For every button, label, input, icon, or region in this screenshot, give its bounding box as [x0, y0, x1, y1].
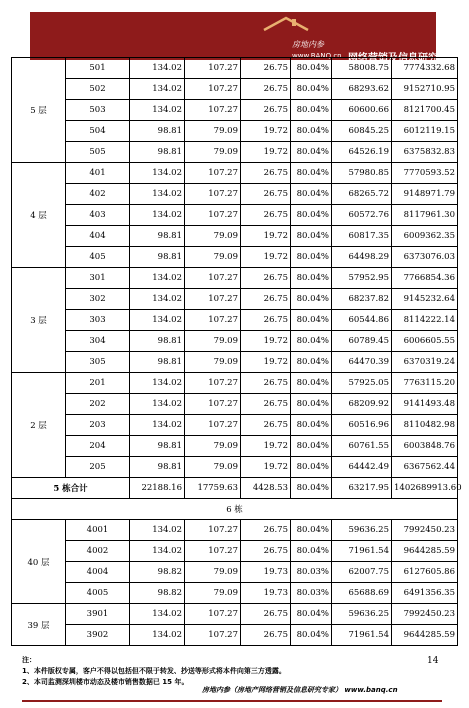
table-cell: 79.09 — [185, 583, 241, 604]
unit-number: 304 — [66, 331, 130, 352]
total-row — [12, 478, 458, 499]
table-cell: 6370319.24 — [392, 352, 458, 373]
table-cell: 80.04% — [291, 394, 332, 415]
footer-rule — [22, 700, 442, 702]
table-cell: 80.04% — [291, 415, 332, 436]
page-number: 14 — [427, 656, 439, 666]
table-cell: 6127605.86 — [392, 562, 458, 583]
table-row — [12, 58, 458, 79]
notes — [22, 655, 422, 688]
unit-number: 503 — [66, 100, 130, 121]
table-cell: 134.02 — [130, 163, 185, 184]
section-title: 6 栋 — [12, 499, 458, 520]
table-row — [12, 541, 458, 562]
table-cell: 26.75 — [241, 604, 291, 625]
unit-number: 501 — [66, 58, 130, 79]
table-cell: 68293.62 — [332, 79, 392, 100]
unit-number: 4001 — [66, 520, 130, 541]
table-cell: 57952.95 — [332, 268, 392, 289]
unit-number: 502 — [66, 79, 130, 100]
floor-label: 39 层 — [12, 604, 66, 646]
table-cell: 26.75 — [241, 520, 291, 541]
table-row — [12, 604, 458, 625]
table-cell: 65688.69 — [332, 583, 392, 604]
table-cell: 80.04% — [291, 352, 332, 373]
table-cell: 134.02 — [130, 205, 185, 226]
total-label: 5 栋合计 — [12, 478, 130, 499]
table-cell: 98.81 — [130, 457, 185, 478]
table-cell: 59636.25 — [332, 604, 392, 625]
unit-number: 305 — [66, 352, 130, 373]
table-cell: 19.72 — [241, 436, 291, 457]
table-cell: 26.75 — [241, 415, 291, 436]
table-cell: 6491356.35 — [392, 583, 458, 604]
unit-number: 203 — [66, 415, 130, 436]
table-row — [12, 163, 458, 184]
table-cell: 6375832.83 — [392, 142, 458, 163]
table-cell: 80.04% — [291, 520, 332, 541]
table-cell: 98.81 — [130, 142, 185, 163]
note-line: 2、本司监测深圳楼市动态及楼市销售数据已 15 年。 — [22, 678, 189, 686]
table-cell: 134.02 — [130, 79, 185, 100]
table-cell: 79.09 — [185, 436, 241, 457]
table-cell: 134.02 — [130, 100, 185, 121]
table-cell: 80.04% — [291, 289, 332, 310]
table-cell: 107.27 — [185, 625, 241, 646]
table-cell: 60544.86 — [332, 310, 392, 331]
table-cell: 9644285.59 — [392, 625, 458, 646]
table-cell: 26.75 — [241, 100, 291, 121]
floor-label: 3 层 — [12, 268, 66, 373]
table-cell: 19.73 — [241, 583, 291, 604]
table-cell: 26.75 — [241, 163, 291, 184]
table-cell: 19.72 — [241, 226, 291, 247]
table-row — [12, 373, 458, 394]
table-cell: 134.02 — [130, 289, 185, 310]
table-cell: 7763115.20 — [392, 373, 458, 394]
table-cell: 79.09 — [185, 142, 241, 163]
table-cell: 26.75 — [241, 58, 291, 79]
unit-number: 3901 — [66, 604, 130, 625]
unit-number: 205 — [66, 457, 130, 478]
unit-number: 204 — [66, 436, 130, 457]
table-row — [12, 415, 458, 436]
table-cell: 26.75 — [241, 373, 291, 394]
table-cell: 7774332.68 — [392, 58, 458, 79]
table-cell: 134.02 — [130, 541, 185, 562]
table-cell: 26.75 — [241, 268, 291, 289]
table-cell: 79.09 — [185, 352, 241, 373]
table-cell: 7992450.23 — [392, 604, 458, 625]
table-cell: 26.75 — [241, 79, 291, 100]
table-cell: 6367562.44 — [392, 457, 458, 478]
table-cell: 80.04% — [291, 331, 332, 352]
unit-number: 402 — [66, 184, 130, 205]
unit-number: 4005 — [66, 583, 130, 604]
table-cell: 19.72 — [241, 247, 291, 268]
table-cell: 19.72 — [241, 121, 291, 142]
total-cell: 80.04% — [291, 478, 332, 499]
unit-number: 401 — [66, 163, 130, 184]
table-row — [12, 226, 458, 247]
table-cell: 6006605.55 — [392, 331, 458, 352]
table-row — [12, 289, 458, 310]
table-cell: 80.04% — [291, 79, 332, 100]
table-cell: 80.04% — [291, 184, 332, 205]
unit-number: 404 — [66, 226, 130, 247]
unit-number: 504 — [66, 121, 130, 142]
floor-label: 2 层 — [12, 373, 66, 478]
table-cell: 80.04% — [291, 604, 332, 625]
header-banner — [30, 12, 458, 64]
table-cell: 98.81 — [130, 226, 185, 247]
table-cell: 7766854.36 — [392, 268, 458, 289]
unit-number: 301 — [66, 268, 130, 289]
table-cell: 134.02 — [130, 184, 185, 205]
table-cell: 79.09 — [185, 331, 241, 352]
table-cell: 134.02 — [130, 520, 185, 541]
table-cell: 107.27 — [185, 268, 241, 289]
footer-text: 房地内参（房地产网络营销及信息研究专家） www.banq.cn — [202, 686, 398, 694]
table-cell: 80.04% — [291, 121, 332, 142]
table-cell: 6012119.15 — [392, 121, 458, 142]
table-cell: 80.04% — [291, 310, 332, 331]
table-row — [12, 79, 458, 100]
brand-tagline: 网络营销及信息研究专家 — [348, 53, 458, 64]
table-cell: 134.02 — [130, 58, 185, 79]
table-cell: 7992450.23 — [392, 520, 458, 541]
table-cell: 9141493.48 — [392, 394, 458, 415]
table-row — [12, 583, 458, 604]
table-cell: 80.04% — [291, 58, 332, 79]
table-cell: 80.04% — [291, 625, 332, 646]
table-cell: 68209.92 — [332, 394, 392, 415]
table-cell: 98.82 — [130, 583, 185, 604]
unit-number: 3902 — [66, 625, 130, 646]
table-cell: 79.09 — [185, 226, 241, 247]
table-cell: 26.75 — [241, 310, 291, 331]
table-cell: 134.02 — [130, 394, 185, 415]
table-cell: 19.72 — [241, 457, 291, 478]
table-cell: 80.03% — [291, 562, 332, 583]
table-cell: 134.02 — [130, 415, 185, 436]
table-cell: 98.82 — [130, 562, 185, 583]
unit-number: 303 — [66, 310, 130, 331]
table-cell: 8114222.14 — [392, 310, 458, 331]
note-line: 1、本件版权专属，客户不得以包括但不限于转发、抄送等形式将本件向第三方透露。 — [22, 667, 286, 675]
floor-label: 5 层 — [12, 58, 66, 163]
unit-price-table — [11, 57, 462, 646]
table-cell: 107.27 — [185, 415, 241, 436]
table-cell: 8110482.98 — [392, 415, 458, 436]
table-row — [12, 457, 458, 478]
table-cell: 80.04% — [291, 268, 332, 289]
unit-number: 403 — [66, 205, 130, 226]
table-cell: 134.02 — [130, 373, 185, 394]
table-cell: 19.72 — [241, 352, 291, 373]
table-cell: 9644285.59 — [392, 541, 458, 562]
table-row — [12, 394, 458, 415]
table-cell: 79.09 — [185, 247, 241, 268]
section-row — [12, 499, 458, 520]
unit-number: 4004 — [66, 562, 130, 583]
total-cell: 63217.95 — [332, 478, 392, 499]
table-cell: 80.04% — [291, 457, 332, 478]
table-cell: 64526.19 — [332, 142, 392, 163]
table-cell: 107.27 — [185, 394, 241, 415]
table-cell: 19.73 — [241, 562, 291, 583]
table-cell: 68237.82 — [332, 289, 392, 310]
table-cell: 64470.39 — [332, 352, 392, 373]
table-cell: 80.04% — [291, 205, 332, 226]
table-cell: 64498.29 — [332, 247, 392, 268]
table-cell: 7770593.52 — [392, 163, 458, 184]
floor-label: 4 层 — [12, 163, 66, 268]
table-cell: 6009362.35 — [392, 226, 458, 247]
table-cell: 26.75 — [241, 394, 291, 415]
table-cell: 98.81 — [130, 352, 185, 373]
table-cell: 107.27 — [185, 100, 241, 121]
table-cell: 107.27 — [185, 79, 241, 100]
notes-title: 注： — [22, 656, 36, 664]
table-cell: 107.27 — [185, 520, 241, 541]
table-cell: 62007.75 — [332, 562, 392, 583]
total-cell: 4428.53 — [241, 478, 291, 499]
table-cell: 107.27 — [185, 184, 241, 205]
table-cell: 98.81 — [130, 331, 185, 352]
table-cell: 79.09 — [185, 121, 241, 142]
table-row — [12, 310, 458, 331]
table-cell: 80.04% — [291, 436, 332, 457]
table-row — [12, 562, 458, 583]
unit-number: 302 — [66, 289, 130, 310]
table-row — [12, 436, 458, 457]
table-cell: 68265.72 — [332, 184, 392, 205]
table-cell: 19.72 — [241, 142, 291, 163]
table-cell: 8121700.45 — [392, 100, 458, 121]
table-row — [12, 205, 458, 226]
table-cell: 60600.66 — [332, 100, 392, 121]
table-cell: 80.04% — [291, 247, 332, 268]
table-cell: 64442.49 — [332, 457, 392, 478]
table-cell: 107.27 — [185, 373, 241, 394]
unit-number: 4002 — [66, 541, 130, 562]
table-cell: 9145232.64 — [392, 289, 458, 310]
table-cell: 79.09 — [185, 457, 241, 478]
unit-number: 201 — [66, 373, 130, 394]
table-cell: 8117961.30 — [392, 205, 458, 226]
table-cell: 80.04% — [291, 163, 332, 184]
table-row — [12, 247, 458, 268]
unit-number: 202 — [66, 394, 130, 415]
table-row — [12, 184, 458, 205]
table-row — [12, 520, 458, 541]
table-cell: 26.75 — [241, 289, 291, 310]
table-cell: 98.81 — [130, 247, 185, 268]
table-cell: 107.27 — [185, 604, 241, 625]
table-row — [12, 268, 458, 289]
table-cell: 60845.25 — [332, 121, 392, 142]
table-cell: 98.81 — [130, 436, 185, 457]
table-cell: 107.27 — [185, 163, 241, 184]
table-row — [12, 352, 458, 373]
table-cell: 107.27 — [185, 289, 241, 310]
table-cell: 80.04% — [291, 142, 332, 163]
total-cell: 22188.16 — [130, 478, 185, 499]
unit-number: 505 — [66, 142, 130, 163]
table-cell: 9148971.79 — [392, 184, 458, 205]
table-cell: 107.27 — [185, 205, 241, 226]
table-cell: 80.04% — [291, 373, 332, 394]
total-cell: 1402689913.60 — [392, 478, 458, 499]
table-cell: 134.02 — [130, 310, 185, 331]
table-cell: 71961.54 — [332, 541, 392, 562]
table-cell: 58008.75 — [332, 58, 392, 79]
unit-number: 405 — [66, 247, 130, 268]
table-row — [12, 331, 458, 352]
table-row — [12, 625, 458, 646]
table-cell: 19.72 — [241, 331, 291, 352]
table-cell: 57925.05 — [332, 373, 392, 394]
table-cell: 26.75 — [241, 205, 291, 226]
table-cell: 107.27 — [185, 541, 241, 562]
table-cell: 59636.25 — [332, 520, 392, 541]
table-cell: 80.04% — [291, 541, 332, 562]
table-cell: 107.27 — [185, 58, 241, 79]
table-cell: 60516.96 — [332, 415, 392, 436]
table-cell: 9152710.95 — [392, 79, 458, 100]
table-row — [12, 100, 458, 121]
table-cell: 60817.35 — [332, 226, 392, 247]
table-cell: 134.02 — [130, 604, 185, 625]
table-row — [12, 142, 458, 163]
table-cell: 26.75 — [241, 184, 291, 205]
table-cell: 6003848.76 — [392, 436, 458, 457]
table-cell: 26.75 — [241, 541, 291, 562]
table-cell: 80.04% — [291, 226, 332, 247]
table-cell: 134.02 — [130, 625, 185, 646]
table-row — [12, 121, 458, 142]
table-cell: 6373076.03 — [392, 247, 458, 268]
table-cell: 80.03% — [291, 583, 332, 604]
brand-name: 房地内参 — [292, 40, 324, 49]
table-cell: 79.09 — [185, 562, 241, 583]
table-cell: 60572.76 — [332, 205, 392, 226]
table-cell: 57980.85 — [332, 163, 392, 184]
table-cell: 60789.45 — [332, 331, 392, 352]
table-cell: 107.27 — [185, 310, 241, 331]
brand-url: www.BANQ.cn — [292, 52, 342, 60]
table-cell: 98.81 — [130, 121, 185, 142]
table-cell: 71961.54 — [332, 625, 392, 646]
house-logo-icon — [262, 16, 310, 40]
table-cell: 26.75 — [241, 625, 291, 646]
table-cell: 134.02 — [130, 268, 185, 289]
total-cell: 17759.63 — [185, 478, 241, 499]
floor-label: 40 层 — [12, 520, 66, 604]
table-cell: 80.04% — [291, 100, 332, 121]
table-cell: 60761.55 — [332, 436, 392, 457]
